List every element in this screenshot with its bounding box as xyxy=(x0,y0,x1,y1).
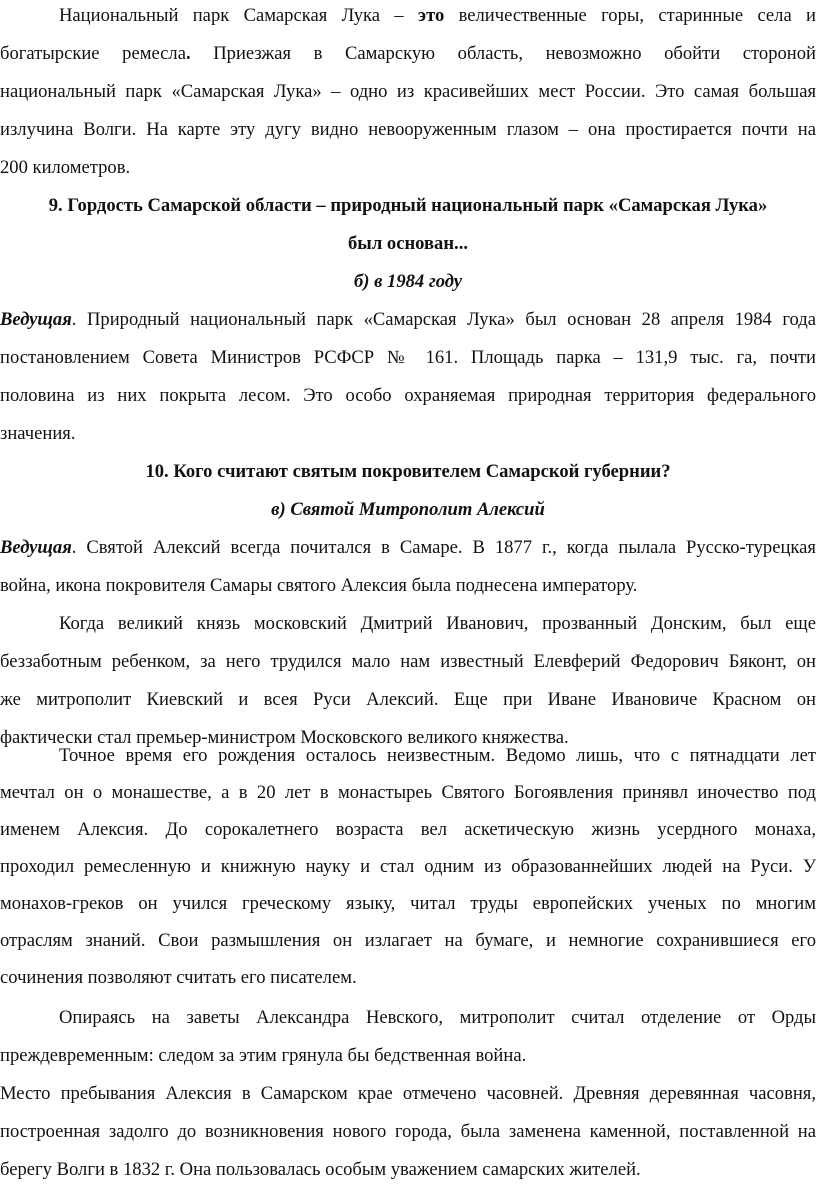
paragraph-line: берегу Волги в 1832 г. Она пользовалась особым уважением самарских жителей. xyxy=(0,1159,641,1180)
paragraph-line: проходил ремесленную и книжную науку и стал одним из образованнейших людей на Руси. У xyxy=(0,856,816,877)
question-10-title: 10. Кого считают святым покровителем Самарской губернии? xyxy=(145,461,671,482)
paragraph-line: Точное время его рождения осталось неизвестным. Ведомо лишь, что с пятнадцати лет xyxy=(59,745,816,766)
paragraph-line: фактически стал премьер-министром Московского великого княжества. xyxy=(0,727,569,748)
speaker-label: Ведущая xyxy=(0,537,72,558)
question-9-title: 9. Гордость Самарской области – природный национальный парк «Самарская Лука» xyxy=(48,195,768,216)
paragraph-line: излучина Волги. На карте эту дугу видно невооруженным глазом – она простирается почти на xyxy=(0,119,816,140)
paragraph-line xyxy=(0,42,816,66)
paragraph-line: война, икона покровителя Самары святого Алексия была поднесена императору. xyxy=(0,575,638,596)
text-span: . Природный национальный парк «Самарская Лука» был основан 28 апреля 1984 года xyxy=(71,309,816,330)
paragraph-line: именем Алексия. До сорокалетнего возраста вел аскетическую жизнь усердного монаха, xyxy=(0,819,816,840)
question-9-title-cont: был основан... xyxy=(348,233,468,254)
paragraph-line: Когда великий князь московский Дмитрий Иванович, прозванный Донским, был еще xyxy=(59,613,816,634)
paragraph-line: же митрополит Киевский и всея Руси Алексий. Еще при Иване Ивановиче Красном он xyxy=(0,689,816,710)
paragraph-line xyxy=(0,536,816,560)
paragraph-line: преждевременным: следом за этим грянула бы бедственная война. xyxy=(0,1045,527,1066)
text-span: . Святой Алексий всегда почитался в Самаре. В 1877 г., когда пылала Русско-турецкая xyxy=(71,537,816,558)
paragraph-line: национальный парк «Самарская Лука» – одно из красивейших мест России. Это самая большая xyxy=(0,81,816,102)
paragraph-line: беззаботным ребенком, за него трудился мало нам известный Елевферий Федорович Бяконт, он xyxy=(0,651,816,672)
paragraph-line: мечтал он о монашестве, а в 20 лет в монастыреь Святого Богоявления принявл иночество под xyxy=(0,782,816,803)
question-9-answer: б) в 1984 году xyxy=(353,271,463,292)
text-span: Национальный парк Самарская Лука – xyxy=(59,5,419,26)
text-span: Приезжая в Самарскую область, невозможно обойти стороной xyxy=(190,43,816,64)
paragraph-line: 200 километров. xyxy=(0,157,131,178)
paragraph-line: отраслям знаний. Свои размышления он излагает на бумаге, и немногие сохранившиеся его xyxy=(0,930,816,951)
paragraph-line xyxy=(0,308,816,332)
bold-text: это xyxy=(418,5,445,26)
paragraph-line: Место пребывания Алексия в Самарском крае отмечено часовней. Древняя деревянная часовня, xyxy=(0,1083,816,1104)
paragraph-line: Опираясь на заветы Александра Невского, митрополит считал отделение от Орды xyxy=(59,1007,816,1028)
paragraph-line: постановлением Совета Министров РСФСР № 161. Площадь парка – 131,9 тыс. га, почти xyxy=(0,347,816,368)
speaker-label: Ведущая xyxy=(0,309,72,330)
paragraph-line: монахов-греков он учился греческому языку, читал труды европейских ученых по многим xyxy=(0,893,816,914)
text-span: богатырские ремесла xyxy=(0,43,186,64)
paragraph-line xyxy=(0,4,816,28)
paragraph-line: построенная задолго до возникновения нового города, была заменена каменной, поставленной на xyxy=(0,1121,816,1142)
paragraph-line: сочинения позволяют считать его писателем. xyxy=(0,967,357,988)
paragraph-line: значения. xyxy=(0,423,76,444)
text-span: величественные горы, старинные села и xyxy=(444,5,816,26)
paragraph-line: половина из них покрыта лесом. Это особо охраняемая природная территория федерального xyxy=(0,385,816,406)
question-10-answer: в) Святой Митрополит Алексий xyxy=(271,499,545,520)
bold-text: . xyxy=(185,43,191,64)
